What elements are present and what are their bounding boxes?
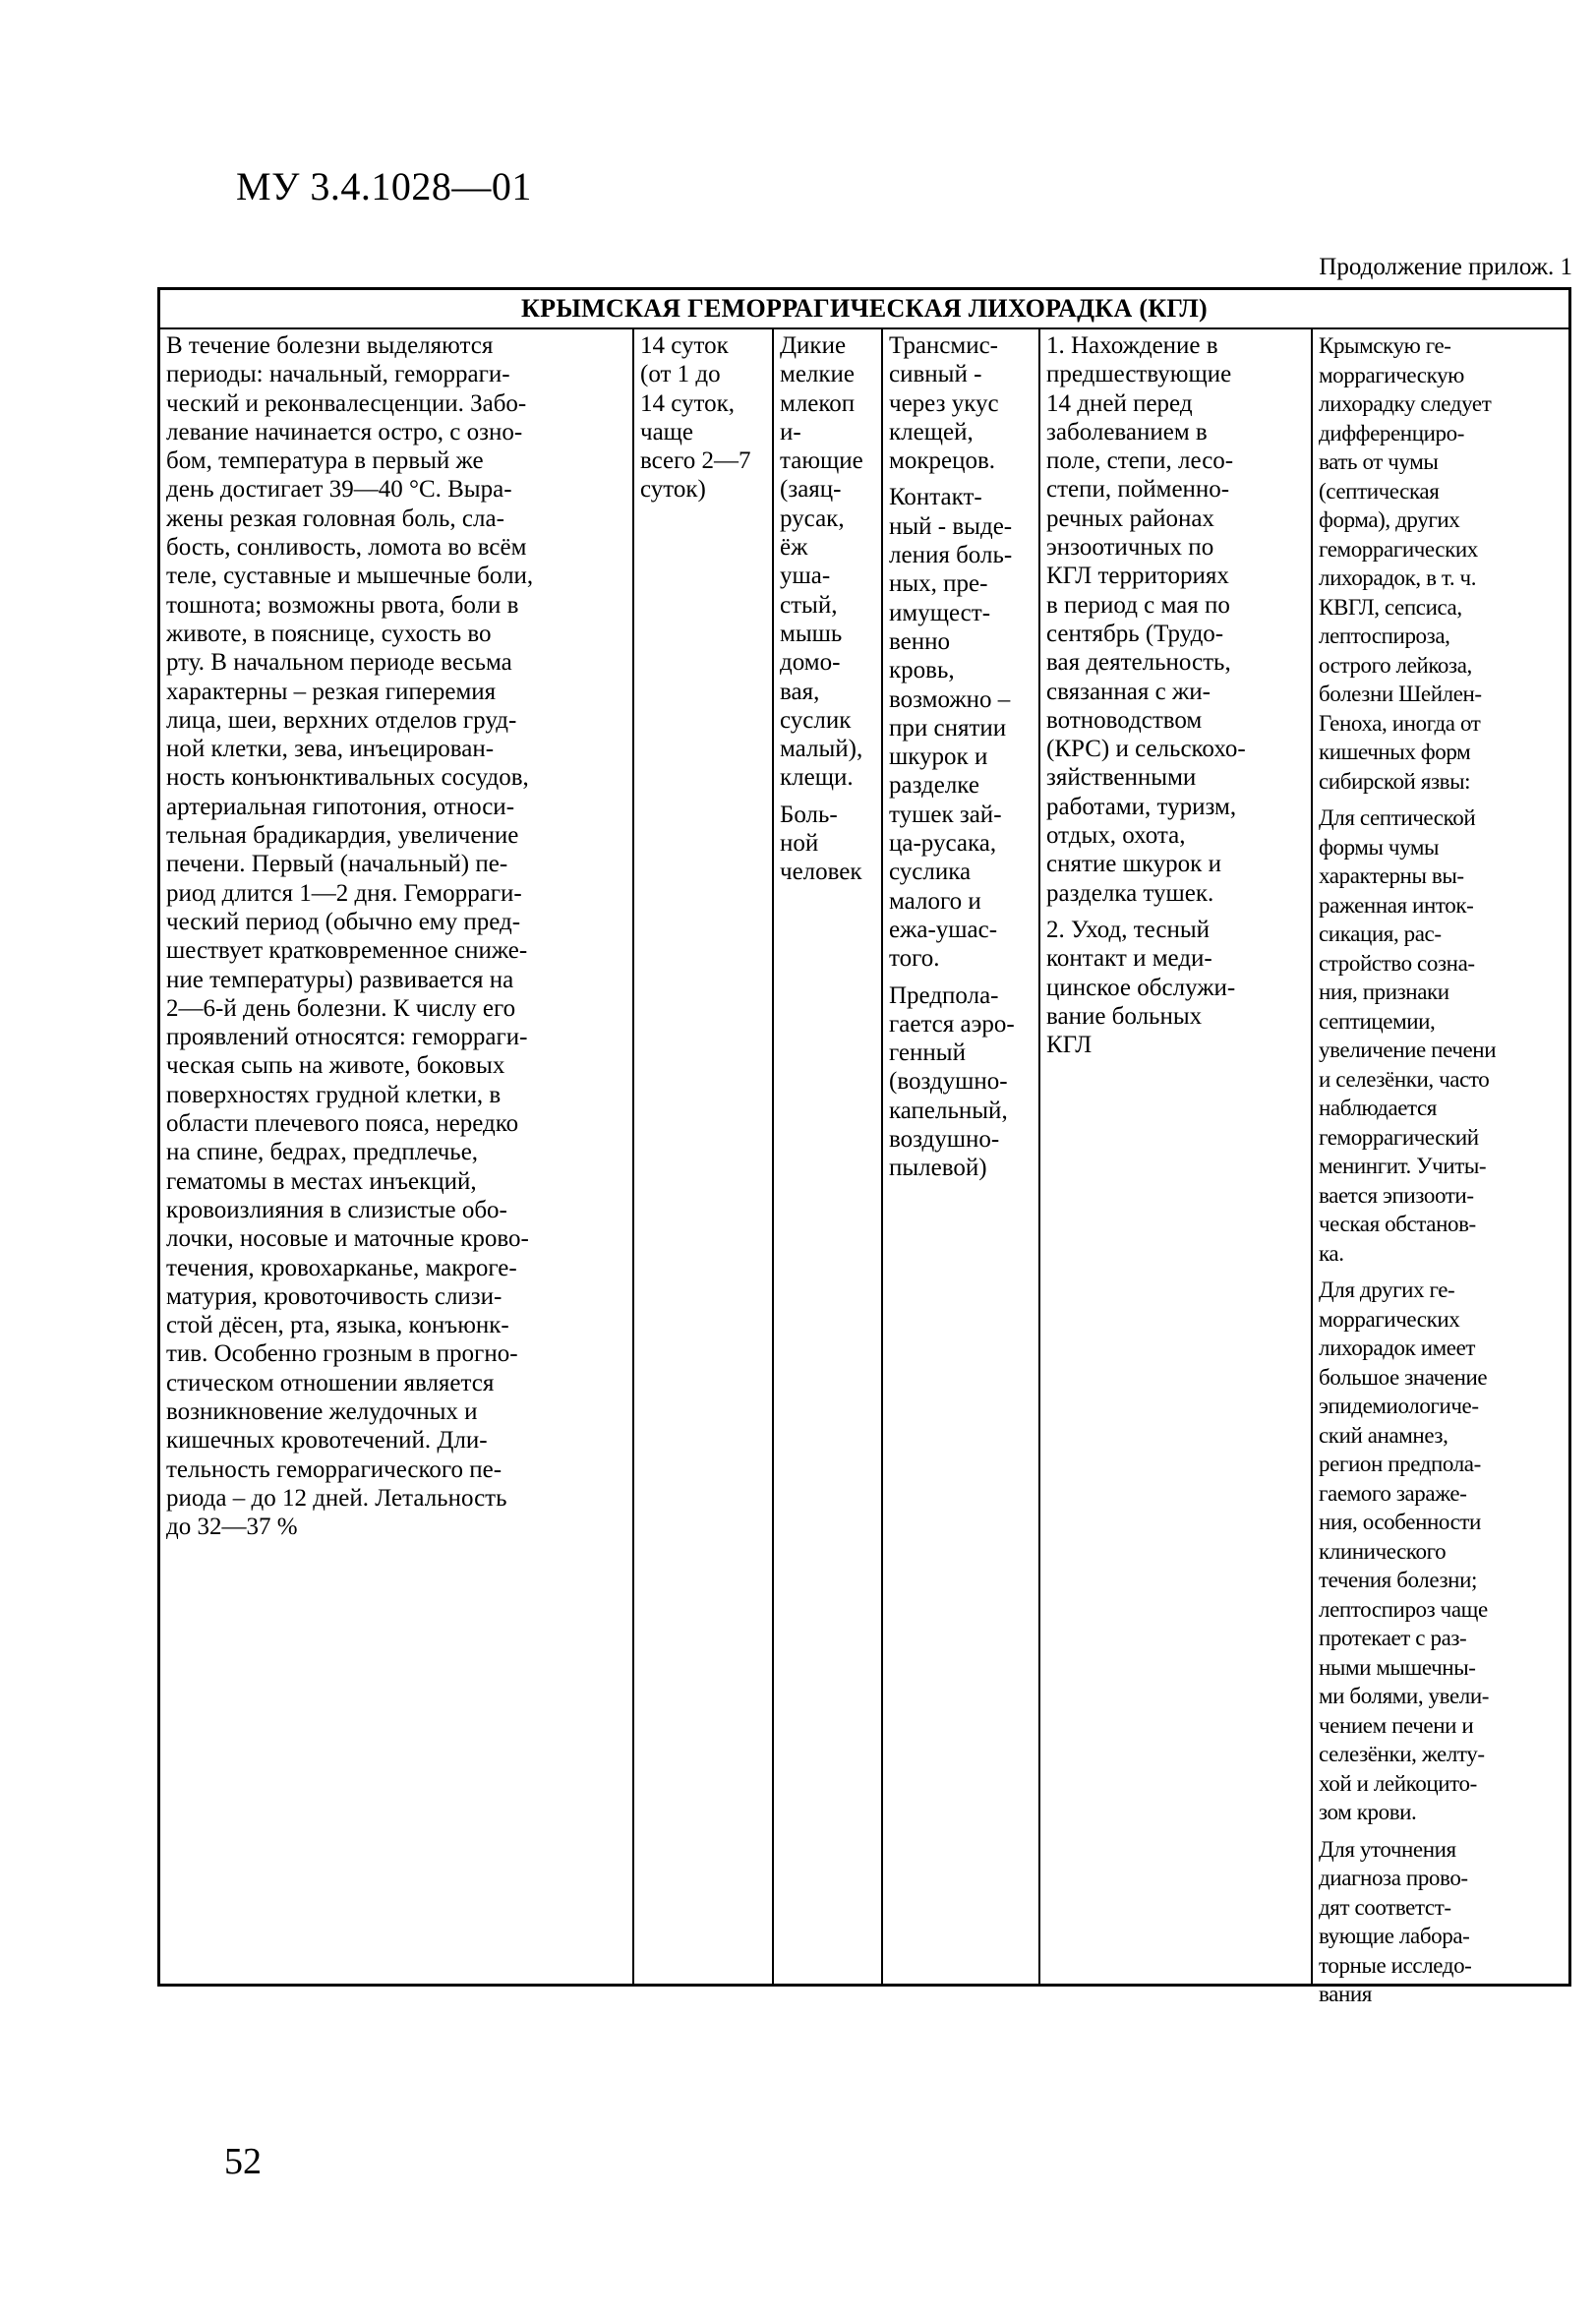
column-epid-history (1038, 327, 1311, 1984)
transmission-contact: Контакт- ный - выде- ления боль- ных, пре- имущест- венно кровь, возможно – при снятии шкурок и разделке тушек зай- ца-русака, суслика малого и ежа-ушас- того. (889, 484, 1013, 973)
disease-table (157, 287, 1571, 2006)
column-clinical-course (160, 327, 632, 1984)
column-incubation-period (632, 327, 772, 1984)
diff-diagnosis-para-3: Для других ге- моррагических лихорадок имеет большое значение эпидемиологиче- ский анамнез, регион предпола- гаемого зараже- ния, особенности клинического течения болезни; лептоспироз чаще протекает с раз- ными мышечны- ми болями, увели- чением печени и селезёнки, желту- хой и лейкоцито- зом крови. (1319, 1277, 1490, 1824)
epid-history-item-2: 2. Уход, тесный контакт и меди- цинское обслужи- вание больных КГЛ (1046, 916, 1236, 1059)
transmission-vector: Трансмис- сивный - через укус клещей, мокрецов. (889, 332, 999, 475)
continuation-note: Продолжение прилож. 1 (1319, 254, 1572, 280)
transmission-airborne: Предпола- гается аэро- генный (воздушно- капельный, воздушно- пылевой) (889, 981, 1015, 1182)
diff-diagnosis-para-4: Для уточнения диагноза прово- дят соответст- вующие лабора- торные исследо- вания (1319, 1836, 1472, 2006)
incubation-period-text: 14 суток (от 1 до 14 суток, чаще всего 2—7 суток) (640, 332, 751, 504)
infection-source-animals: Дикие мелкие млекоп и- тающие (заяц- русак, ёж уша- стый, мышь домо- вая, суслик малый), клещи. (780, 332, 863, 792)
diff-diagnosis-para-1: Крымскую ге- моррагическую лихорадку следует дифференциро- вать от чумы (септическая форма), других геморрагических лихорадок, в т. ч. КВГЛ, сепсиса, лептоспироза, острого лейкоза, болезни Шейлен- Геноха, иногда от кишечных форм сибирской язвы: (1319, 333, 1492, 794)
diff-diagnosis-para-2: Для септической формы чумы характерны вы- раженная инток- сикация, рас- стройство созна- ния, признаки септицемии, увеличение печени и селезёнки, часто наблюдается геморрагический менингит. Учиты- вается эпизооти- ческая обстанов- ка. (1319, 805, 1497, 1266)
epid-history-item-1: 1. Нахождение в предшествующие 14 дней перед заболеванием в поле, степи, лесо- степи, пойменно- речных районах энзоотичных по КГЛ территориях в период с мая по сентябрь (Трудо- вая деятельность, связанная с жи- вотноводством (КРС) и сельскохо- зяйственными работами, туризм, отдых, охота, снятие шкурок и разделка тушек. (1046, 332, 1246, 907)
page-number: 52 (224, 2141, 262, 2182)
table-columns (160, 327, 1568, 2006)
column-differential-diagnosis (1311, 327, 1571, 2006)
document-code: МУ 3.4.1028—01 (236, 164, 532, 208)
column-infection-source (772, 327, 881, 1984)
table-title: КРЫМСКАЯ ГЕМОРРАГИЧЕСКАЯ ЛИХОРАДКА (КГЛ) (160, 290, 1568, 329)
clinical-course-text: В течение болезни выделяются периоды: начальный, геморраги- ческий и реконвалесценции. Забо- левание начинается остро, с озно- бом, температура в первый же день достигает 39—40 °С. Выра- жены резкая головная боль, сла- бость, сонливость, ломота во всём теле, суставные и мышечные боли, тошнота; возможны рвота, боли в животе, в пояснице, сухость во рту. В начальном периоде весьма характерны – резкая гиперемия лица, шеи, верхних отделов груд- ной клетки, зева, инъецирован- ность конъюнктивальных сосудов, артериальная гипотония, относи- тельная брадикардия, увеличение печени. Первый (начальный) пе- риод длится 1—2 дня. Геморраги- ческий период (обычно ему пред- шествует кратковременное сниже- ние температуры) развивается на 2—6-й день болезни. К числу его проявлений относятся: геморраги- ческая сыпь на животе, боковых поверхностях грудной клетки, в области плечевого пояса, нередко на спине, бедрах, предплечье, гематомы в местах инъекций, кровоизлияния в слизистые обо- лочки, носовые и маточные крово- течения, кровохарканье, макроге- матурия, кровоточивость слизи- стой дёсен, рта, языка, конъюнк- тив. Особенно грозным в прогно- стическом отношении является возникновение желудочных и кишечных кровотечений. Дли- тельность геморрагического пе- риода – до 12 дней. Летальность до 32—37 % (166, 332, 534, 1541)
column-transmission (881, 327, 1038, 1984)
infection-source-human: Боль- ной человек (780, 801, 862, 886)
